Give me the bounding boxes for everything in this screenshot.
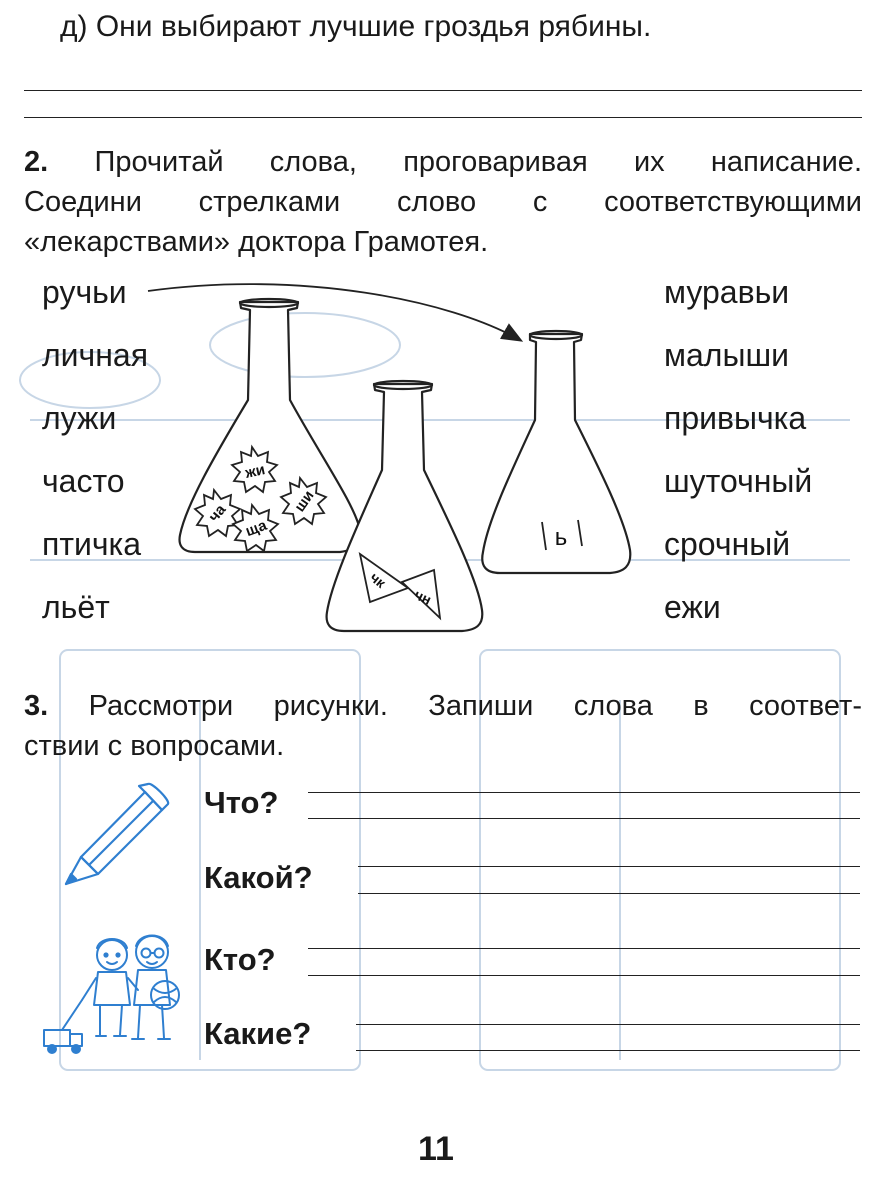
flask-label-chk: чк xyxy=(367,569,389,591)
flask-label-zhi: жи xyxy=(243,461,267,482)
word-left-1: ручьи xyxy=(42,274,127,310)
word-right-1: муравьи xyxy=(664,274,790,310)
answer-line[interactable] xyxy=(308,975,860,976)
pencil-icon xyxy=(66,784,168,884)
word-left-5: птичка xyxy=(42,526,142,562)
item-d-sentence: д) Они выбирают лучшие гроздья рябины. xyxy=(60,10,652,43)
flask-label-shcha: ща xyxy=(243,516,270,541)
arrow-icon xyxy=(148,284,520,340)
word-left-6: льёт xyxy=(42,589,110,625)
word-left-3: лужи xyxy=(42,400,117,436)
task2-line2: Соедини стрелками слово с соответствующими xyxy=(24,186,862,218)
word-right-6: ежи xyxy=(664,589,721,625)
question-who: Кто? xyxy=(204,942,276,977)
word-right-2: малыши xyxy=(664,337,790,373)
page-number: 11 xyxy=(418,1130,454,1168)
flask-label-shi: ши xyxy=(291,487,318,516)
answer-line[interactable] xyxy=(308,818,860,819)
task3-line2: ствии с вопросами. xyxy=(24,730,285,762)
flask-label-cha: ча xyxy=(205,501,230,526)
question-which: Какой? xyxy=(204,860,313,895)
answer-line[interactable] xyxy=(356,1024,860,1025)
answer-line[interactable] xyxy=(356,1050,860,1051)
answer-line[interactable] xyxy=(358,893,860,894)
task2-line3: «лекарствами» доктора Грамотея. xyxy=(24,226,489,258)
task2-line1: 2. Прочитай слова, проговаривая их написание. xyxy=(24,146,862,178)
task3-line1: 3. Рассмотри рисунки. Запиши слова в соответ- xyxy=(24,690,862,722)
children-icon xyxy=(82,936,179,1040)
toy-truck-icon xyxy=(44,1000,82,1053)
task2-number: 2. xyxy=(24,146,49,178)
word-right-5: срочный xyxy=(664,526,791,562)
word-left-4: часто xyxy=(42,463,125,499)
word-right-3: привычка xyxy=(664,400,807,436)
question-what: Что? xyxy=(204,785,279,820)
answer-line[interactable] xyxy=(308,948,860,949)
flask-label-chn: чн xyxy=(412,586,434,608)
task3-number: 3. xyxy=(24,690,49,722)
word-right-4: шуточный xyxy=(664,463,813,499)
answer-line[interactable] xyxy=(358,866,860,867)
word-left-2: личная xyxy=(42,337,149,373)
question-which-plural: Какие? xyxy=(204,1016,312,1051)
flask-label-soft-sign: ь xyxy=(554,524,568,551)
answer-line[interactable] xyxy=(308,792,860,793)
